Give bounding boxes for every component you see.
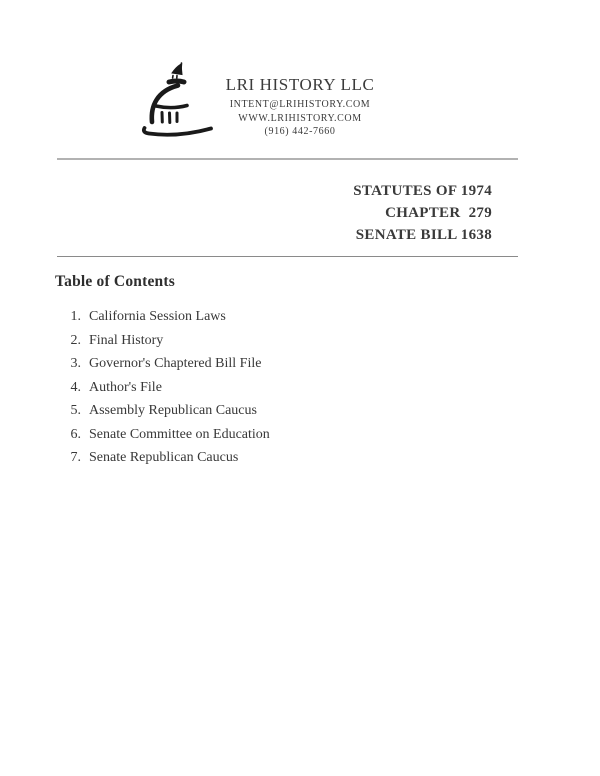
toc-item <box>57 427 270 442</box>
toc-item-number: 1. <box>70 309 81 324</box>
toc-item <box>57 450 270 465</box>
toc-item-number: 7. <box>70 450 81 465</box>
toc-item-number: 2. <box>70 332 81 348</box>
toc-heading: Table of Contents <box>55 273 175 290</box>
toc-item <box>57 403 270 418</box>
senate-bill-line: SENATE BILL 1638 <box>355 227 492 243</box>
letterhead-contact-block <box>180 74 420 139</box>
company-name: LRI HISTORY LLC <box>225 75 375 94</box>
toc-item-label: Senate Committee on Education <box>89 426 270 442</box>
toc-list <box>57 309 270 474</box>
toc-item <box>57 380 270 395</box>
statutes-line: STATUTES OF 1974 <box>353 183 492 199</box>
horizontal-rule-top <box>57 158 518 160</box>
toc-item-label: Final History <box>89 332 164 348</box>
chapter-line: CHAPTER 279 <box>385 205 492 221</box>
toc-item <box>57 333 270 348</box>
toc-item-label: Author's File <box>89 379 162 395</box>
toc-item-label: California Session Laws <box>89 309 226 324</box>
statute-reference-block <box>353 180 492 246</box>
toc-item-label: Senate Republican Caucus <box>89 450 239 465</box>
toc-item-number: 4. <box>70 379 81 395</box>
toc-item-number: 3. <box>70 356 81 371</box>
toc-item <box>57 356 270 371</box>
company-website: WWW.LRIHISTORY.COM <box>238 112 362 124</box>
horizontal-rule-bottom <box>57 256 518 257</box>
company-phone: (916) 442-7660 <box>264 126 336 137</box>
toc-item-number: 5. <box>70 403 81 418</box>
company-email: INTENT@LRIHISTORY.COM <box>229 99 371 110</box>
toc-item-label: Assembly Republican Caucus <box>89 403 257 418</box>
toc-item <box>57 309 270 324</box>
toc-item-number: 6. <box>70 426 81 442</box>
toc-item-label: Governor's Chaptered Bill File <box>89 356 262 371</box>
